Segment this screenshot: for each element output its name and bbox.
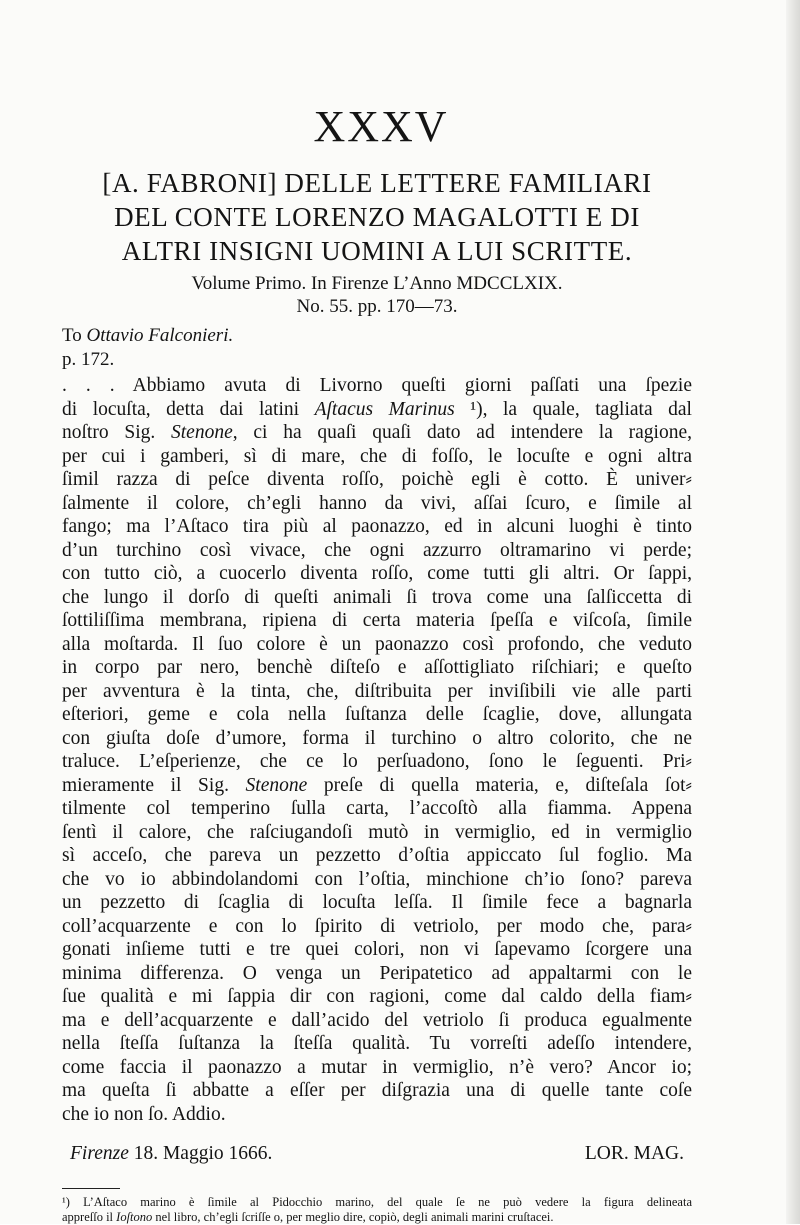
chapter-number: XXXV <box>313 102 449 151</box>
body-line: gonati inſieme tutti e tre quei colori, non vi ſapevamo ſcorgere una <box>62 939 692 960</box>
recipient-line <box>62 324 692 348</box>
author-signature: LOR. MAG. <box>584 1143 684 1164</box>
body-line: come faccia il paonazzo a mutar in vermiglio, n’è vero? Ancor io; <box>62 1056 692 1078</box>
body-line: ma e dell’acquarzente e dall’acido del vetriolo ſi produca egualmente <box>62 1009 692 1031</box>
body-line: un pezzetto di ſcaglia di locuſta leſſa. Il ſimile fece a bagnarla <box>62 892 692 913</box>
italic-term: Ioſtono <box>116 1210 153 1224</box>
body-line: per avventura è la tinta, che, diſtribuita per inviſibili vie alle parti <box>62 680 692 702</box>
body-line: noſtro Sig. Stenone, ci ha quaſi quaſi dato ad intendere la ragione, <box>62 422 692 443</box>
page-reference: p. 172. <box>62 349 115 370</box>
italic-term: Aſtacus Marinus <box>314 398 455 420</box>
body-line: d’un turchino così vivace, che ogni azzurro oltramarino vi perde; <box>62 539 692 561</box>
page-edge-shadow <box>786 0 800 1224</box>
body-line: ſue qualità e mi ſappia dir con ragioni, come dal caldo della fiam⸗ <box>62 986 692 1007</box>
body-line: che io non ſo. Addio. <box>62 1103 226 1125</box>
body-line: sì acceſo, che pareva un pezzetto d’oſtia appiccato ſul foglio. Ma <box>62 845 692 866</box>
body-line: ſalmente il colore, ch’egli hanno da vivi, aſſai ſcuro, e ſimile al <box>62 492 692 514</box>
footnote-line: ¹) L’Aſtaco marino è ſimile al Pidocchio marino, del quale ſe ne può vedere la figura delineata <box>62 1195 692 1209</box>
body-line: . . . Abbiamo avuta di Livorno queſti giorni paſſati una ſpezie <box>62 375 692 396</box>
title-block <box>62 166 692 268</box>
title-line: ALTRI INSIGNI UOMINI A LUI SCRITTE. <box>121 236 633 266</box>
body-line: tilmente col temperino ſulla carta, l’accoſtò alla fiamma. Appena <box>62 798 692 819</box>
body-line: ſottiliſſima membrana, ripiena di certa materia ſpeſſa e viſcoſa, ſimile <box>62 610 692 631</box>
body-line: coll’acquarzente e con lo ſpirito di vetriolo, per modo che, para⸗ <box>62 915 692 937</box>
body-line: nella ſteſſa ſuſtanza la ſteſſa qualità. Tu vorreſti adeſſo intendere, <box>62 1033 692 1054</box>
body-line: traluce. L’eſperienze, che ce lo perſuadono, ſono le ſeguenti. Pri⸗ <box>62 751 692 772</box>
body-line: in corpo par nero, benchè diſteſo e aſſottigliato riſchiari; e queſto <box>62 657 692 678</box>
letter-body <box>62 374 692 1126</box>
recipient-prefix: To <box>62 325 87 346</box>
body-line: minima differenza. O venga un Peripatetico ad appaltarmi con le <box>62 962 692 984</box>
date-line <box>70 1142 272 1166</box>
page-content <box>62 102 692 1225</box>
subtitle-block <box>62 272 692 318</box>
body-line: ma queſta ſi abbatte a eſſer per diſgrazia una di quelle tante coſe <box>62 1080 692 1101</box>
subtitle-line: Volume Primo. In Firenze L’Anno MDCCLXIX. <box>191 273 563 294</box>
signature-line <box>62 1142 692 1166</box>
body-line: di locuſta, detta dai latini Aſtacus Marinus ¹), la quale, tagliata dal <box>62 398 692 420</box>
body-line: che lungo il dorſo di queſti animali ſi trova come una ſalſiccetta di <box>62 586 692 608</box>
body-line: che vo io abbindolandomi con l’oſtia, minchione ch’io ſono? pareva <box>62 868 692 890</box>
italic-term: Stenone <box>171 422 233 443</box>
footnote <box>62 1195 692 1225</box>
body-line: ſimil razza di peſce diventa roſſo, poichè egli è cotto. È univer⸗ <box>62 469 692 490</box>
footnote-divider <box>62 1188 120 1189</box>
recipient-name: Ottavio Falconieri. <box>86 325 234 346</box>
title-line: DEL CONTE LORENZO MAGALOTTI E DI <box>114 202 640 232</box>
body-line: ſentì il calore, che raſciugandoſi mutò in vermiglio, ed in vermiglio <box>62 821 692 843</box>
subtitle-line: No. 55. pp. 170—73. <box>296 296 458 317</box>
body-line: fango; ma l’Aſtaco tira più al paonazzo, ed in alcuni luoghi è tinto <box>62 516 692 537</box>
body-line: con tutto ciò, a cuocerlo diventa roſſo, come tutti gli altri. Or ſappi, <box>62 563 692 584</box>
letter-date: 18. Maggio 1666. <box>128 1143 273 1164</box>
title-line: [A. FABRONI] DELLE LETTERE FAMILIARI <box>102 168 652 198</box>
place-name: Firenze <box>70 1143 129 1164</box>
body-line: per cui i gamberi, sì di mare, che di foſſo, le locuſte e ogni altra <box>62 445 692 467</box>
body-line: alla moſtarda. Il ſuo colore è un paonazzo così profondo, che veduto <box>62 633 692 655</box>
body-line: con giuſta doſe d’umore, forma il turchino o altro colorito, che ne <box>62 727 692 749</box>
italic-term: Stenone <box>245 774 308 796</box>
body-line: mieramente il Sig. Stenone preſe di quella materia, e, diſteſala ſot⸗ <box>62 774 692 796</box>
body-line: eſteriori, geme e cola nella ſuſtanza delle ſcaglie, dove, allungata <box>62 704 692 725</box>
footnote-line: appreſſo il Ioſtono nel libro, ch’egli ſcriſſe o, per meglio dire, copiò, degli animali marini cruſtacei. <box>62 1210 554 1224</box>
